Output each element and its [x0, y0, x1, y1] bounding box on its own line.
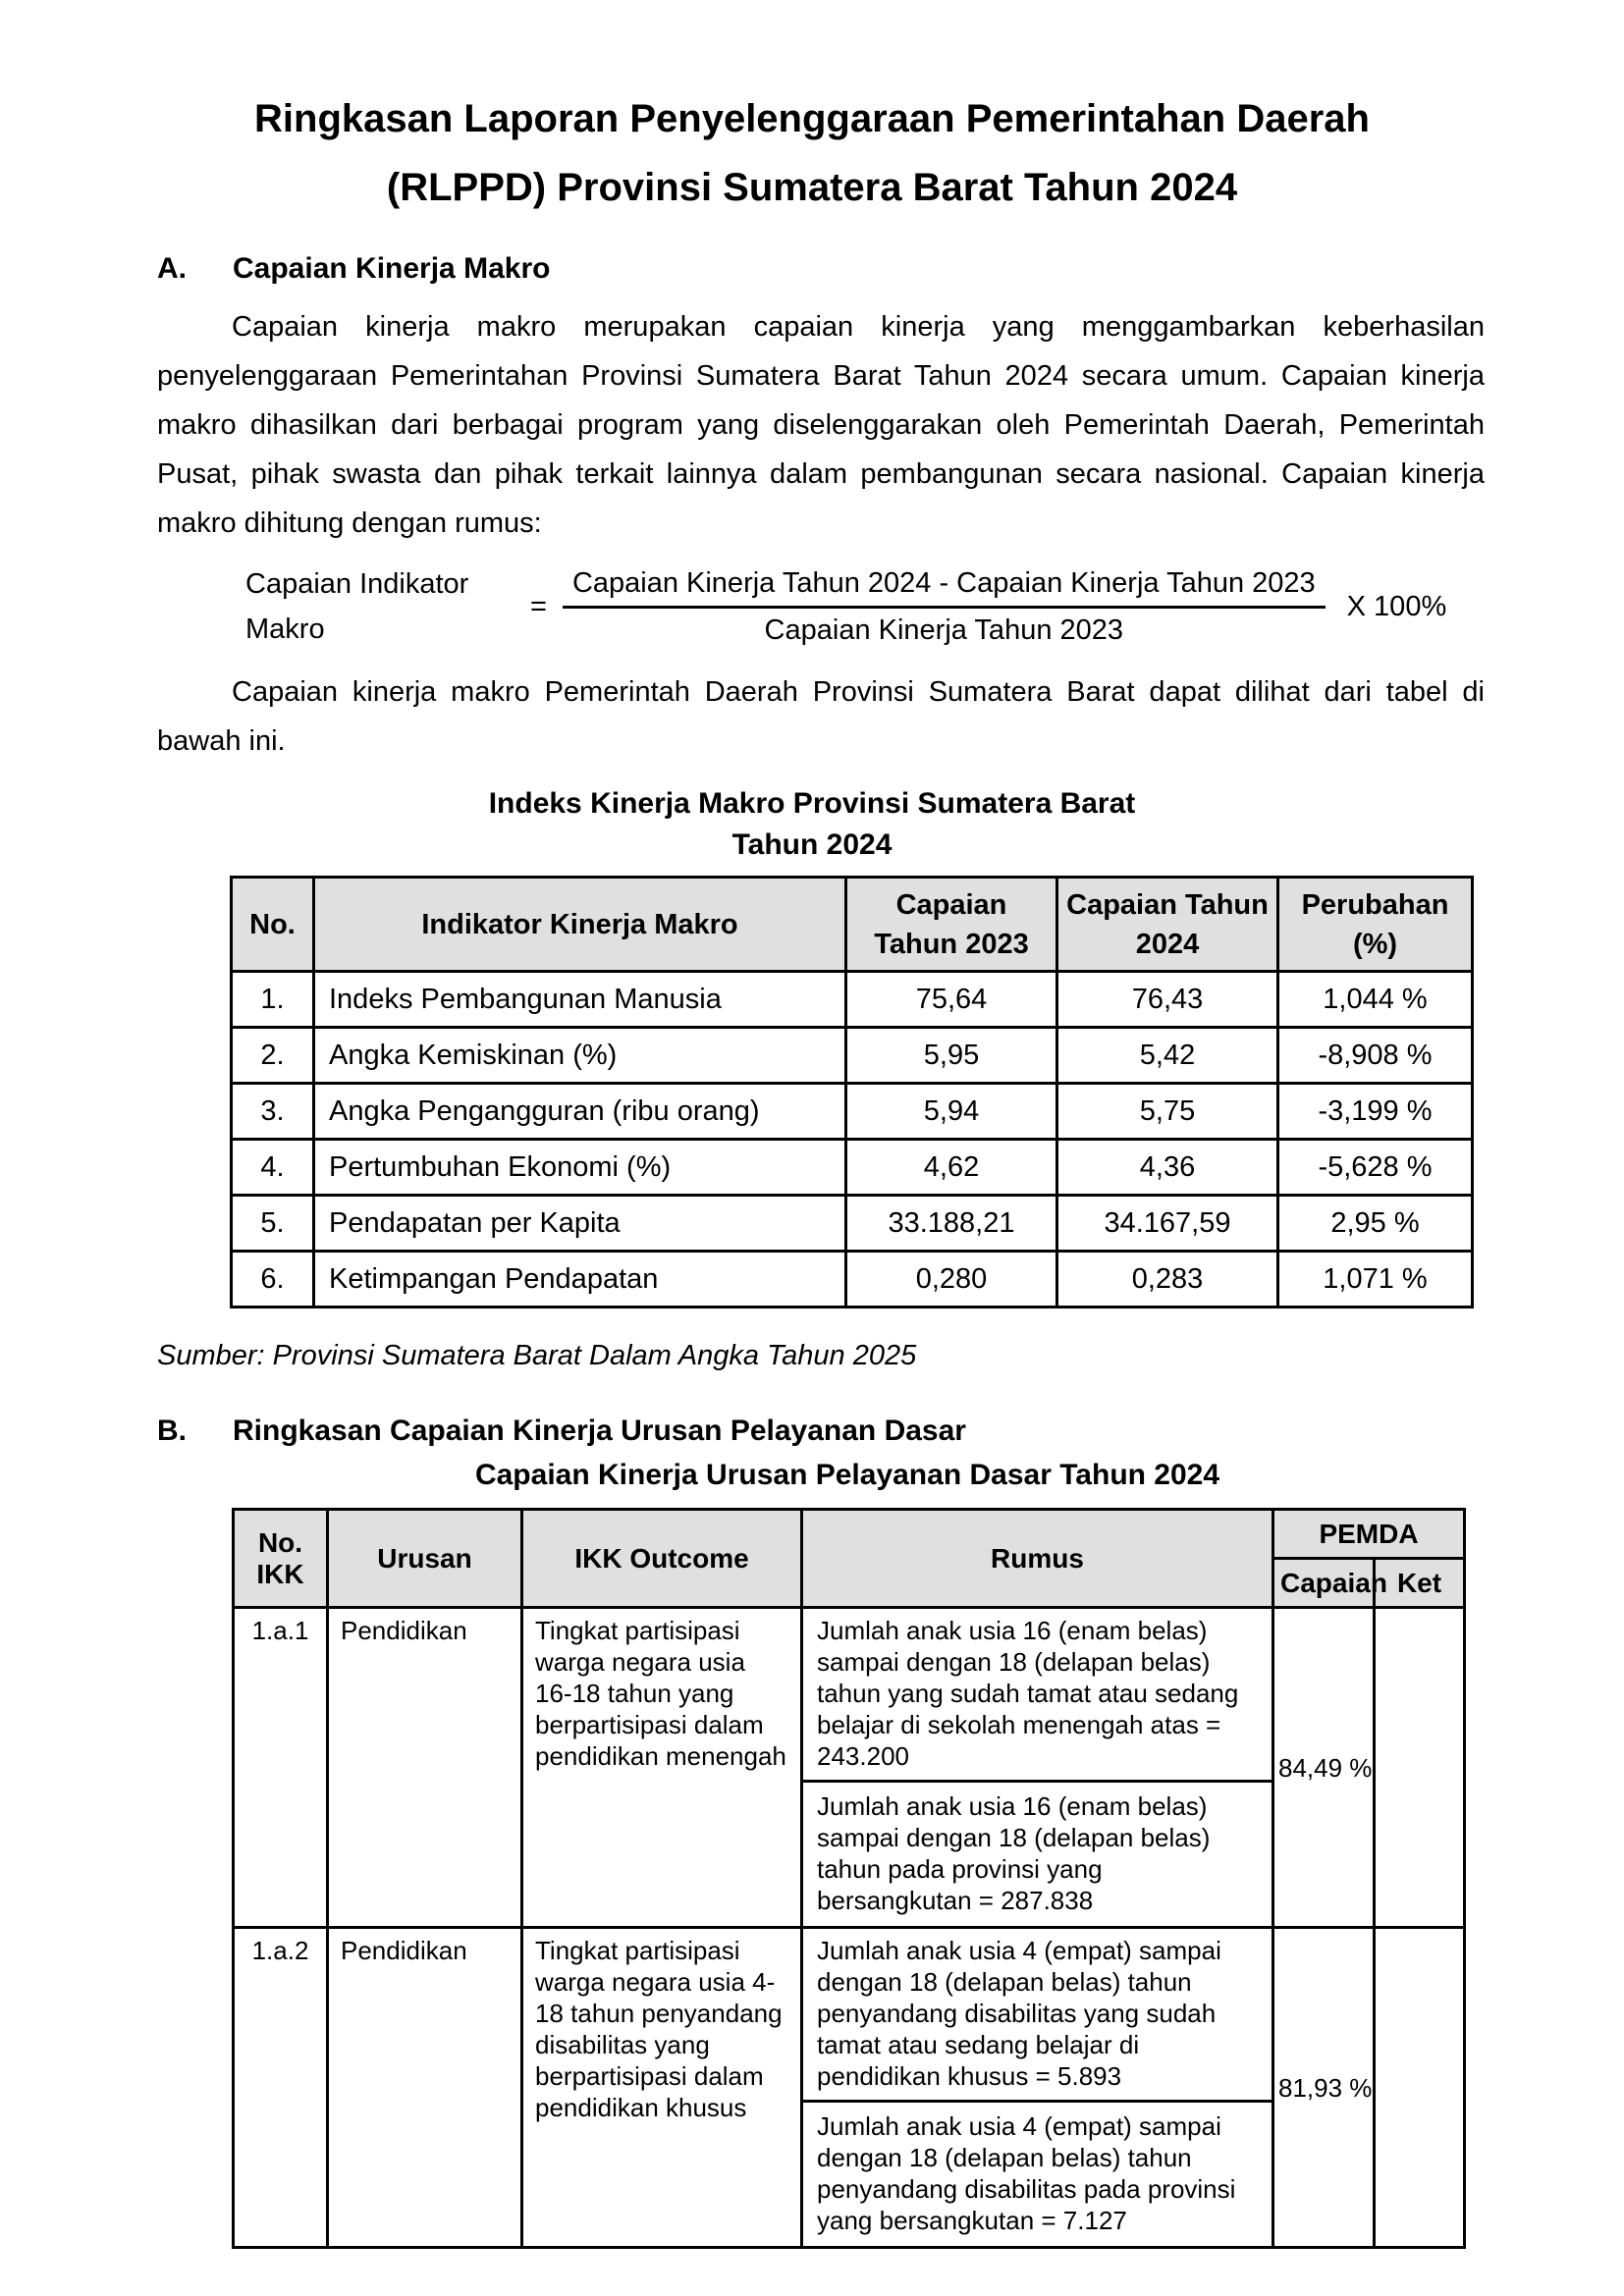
section-a-heading: Capaian Kinerja Makro: [233, 252, 551, 285]
table-row: [232, 1084, 1473, 1140]
table-row: [234, 1928, 1465, 2248]
column-header-indikator: Indikator Kinerja Makro: [314, 878, 846, 972]
cell-no: 6.: [232, 1252, 314, 1308]
cell-capaian-2023: 4,62: [846, 1140, 1057, 1196]
cell-no: 2.: [232, 1028, 314, 1084]
cell-no: 3.: [232, 1084, 314, 1140]
cell-perubahan: 1,044 %: [1278, 972, 1473, 1028]
cell-rumus: [802, 1608, 1273, 1928]
makro-table: [230, 876, 1474, 1308]
equals-sign: =: [530, 590, 547, 622]
table-row: [232, 972, 1473, 1028]
cell-ket: [1375, 1928, 1465, 2248]
cell-capaian-2024: 5,42: [1057, 1028, 1278, 1084]
column-header-no-ikk: No. IKK: [234, 1510, 328, 1608]
rumus-numerator: Jumlah anak usia 16 (enam belas) sampai dengan 18 (delapan belas) tahun yang sudah tamat atau sedang belajar di sekolah menengah atas = 243.200: [803, 1609, 1272, 1783]
column-header-capaian: Capaian: [1273, 1559, 1375, 1608]
cell-capaian-2024: 0,283: [1057, 1252, 1278, 1308]
column-header-capaian-2024: Capaian Tahun 2024: [1057, 878, 1278, 972]
cell-capaian-2024: 5,75: [1057, 1084, 1278, 1140]
fraction-numerator: Capaian Kinerja Tahun 2024 - Capaian Kinerja Tahun 2023: [563, 567, 1326, 609]
cell-ikk-outcome: Tingkat partisipasi warga negara usia 4-18 tahun penyandang disabilitas yang berpartisipasi dalam pendidikan khusus: [522, 1928, 802, 2248]
cell-perubahan: 1,071 %: [1278, 1252, 1473, 1308]
column-header-no: No.: [232, 878, 314, 972]
table2-title: Capaian Kinerja Urusan Pelayanan Dasar Tahun 2024: [474, 1459, 1220, 1491]
formula-label: [245, 561, 476, 652]
table-row: [232, 1196, 1473, 1252]
cell-capaian: 84,49 %: [1273, 1608, 1375, 1928]
column-header-pemda: PEMDA: [1273, 1510, 1465, 1559]
formula-label-line1: Capaian Indikator: [245, 568, 469, 600]
column-header-rumus: Rumus: [802, 1510, 1273, 1608]
section-a-label: A.: [157, 252, 187, 285]
cell-capaian-2023: 5,95: [846, 1028, 1057, 1084]
cell-capaian-2023: 75,64: [846, 972, 1057, 1028]
cell-ket: [1375, 1608, 1465, 1928]
cell-indikator: Indeks Pembangunan Manusia: [314, 972, 846, 1028]
cell-no: 1.: [232, 972, 314, 1028]
paragraph-table-reference: Capaian kinerja makro Pemerintah Daerah Provinsi Sumatera Barat dapat dilihat dari tabel di bawah ini.: [157, 676, 1485, 757]
paragraph-capaian-makro: Capaian kinerja makro merupakan capaian kinerja yang menggambarkan keberhasilan penyelenggaraan Pemerintahan Provinsi Sumatera Barat Tahun 2024 secara umum. Capaian kinerja makro dihasilkan dari berbagai program yang diselenggarakan oleh Pemerintah Daerah, Pemerintah Pusat, pihak swasta dan pihak terkait lainnya dalam pembangunan secara nasional. Capaian kinerja makro dihitung dengan rumus:: [157, 311, 1485, 539]
cell-urusan: Pendidikan: [328, 1928, 522, 2248]
formula-label-line2: Makro: [245, 614, 325, 645]
cell-capaian-2024: 76,43: [1057, 972, 1278, 1028]
cell-capaian-2023: 5,94: [846, 1084, 1057, 1140]
cell-capaian-2023: 33.188,21: [846, 1196, 1057, 1252]
cell-capaian-2024: 4,36: [1057, 1140, 1278, 1196]
ikk-table-header-row-1: [234, 1510, 1465, 1559]
document-title-line1: Ringkasan Laporan Penyelenggaraan Pemerintahan Daerah: [254, 97, 1370, 140]
table-row: [232, 1028, 1473, 1084]
cell-perubahan: -8,908 %: [1278, 1028, 1473, 1084]
cell-urusan: Pendidikan: [328, 1608, 522, 1928]
cell-capaian-2023: 0,280: [846, 1252, 1057, 1308]
fraction-denominator: Capaian Kinerja Tahun 2023: [764, 614, 1124, 646]
formula-capaian-indikator-makro: [245, 561, 1624, 652]
section-b-heading-row: [157, 1414, 1624, 1449]
document-title-line2: (RLPPD) Provinsi Sumatera Barat Tahun 2024: [386, 166, 1238, 209]
cell-perubahan: 2,95 %: [1278, 1196, 1473, 1252]
cell-rumus: [802, 1928, 1273, 2248]
rumus-denominator: Jumlah anak usia 16 (enam belas) sampai dengan 18 (delapan belas) tahun pada provinsi yang bersangkutan = 287.838: [817, 1791, 1211, 1915]
document-title: [0, 0, 1624, 222]
rumus-denominator: Jumlah anak usia 4 (empat) sampai dengan 18 (delapan belas) tahun penyandang disabilitas pada provinsi yang bersangkutan = 7.127: [817, 2111, 1236, 2235]
fraction: [563, 567, 1326, 647]
cell-no-ikk: 1.a.1: [234, 1608, 328, 1928]
table1-title-line1: Indeks Kinerja Makro Provinsi Sumatera Barat: [488, 787, 1136, 820]
section-b-heading: Ringkasan Capaian Kinerja Urusan Pelayanan Dasar: [233, 1415, 966, 1447]
formula-multiplier: X 100%: [1346, 590, 1447, 622]
makro-table-header-row: [232, 878, 1473, 972]
cell-perubahan: -5,628 %: [1278, 1140, 1473, 1196]
cell-indikator: Ketimpangan Pendapatan: [314, 1252, 846, 1308]
ikk-table: [232, 1508, 1466, 2249]
table1-title-line2: Tahun 2024: [731, 828, 893, 861]
rumus-numerator: Jumlah anak usia 4 (empat) sampai dengan 18 (delapan belas) tahun penyandang disabilitas yang sudah tamat atau sedang belajar di pendidikan khusus = 5.893: [803, 1929, 1272, 2103]
column-header-perubahan: Perubahan (%): [1278, 878, 1473, 972]
cell-ikk-outcome: Tingkat partisipasi warga negara usia 16-18 tahun yang berpartisipasi dalam pendidikan menengah: [522, 1608, 802, 1928]
source-note: Sumber: Provinsi Sumatera Barat Dalam Angka Tahun 2025: [157, 1340, 917, 1371]
cell-no-ikk: 1.a.2: [234, 1928, 328, 2248]
cell-indikator: Angka Kemiskinan (%): [314, 1028, 846, 1084]
section-a-heading-row: [157, 251, 1624, 287]
column-header-capaian-2023: Capaian Tahun 2023: [846, 878, 1057, 972]
cell-no: 5.: [232, 1196, 314, 1252]
cell-indikator: Angka Pengangguran (ribu orang): [314, 1084, 846, 1140]
cell-capaian-2024: 34.167,59: [1057, 1196, 1278, 1252]
cell-perubahan: -3,199 %: [1278, 1084, 1473, 1140]
table-row: [232, 1140, 1473, 1196]
column-header-ket: Ket: [1375, 1559, 1465, 1608]
table1-title: [0, 783, 1624, 866]
cell-indikator: Pendapatan per Kapita: [314, 1196, 846, 1252]
table-row: [232, 1252, 1473, 1308]
cell-capaian: 81,93 %: [1273, 1928, 1375, 2248]
cell-no: 4.: [232, 1140, 314, 1196]
section-b-label: B.: [157, 1415, 187, 1447]
table-row: [234, 1608, 1465, 1928]
column-header-urusan: Urusan: [328, 1510, 522, 1608]
cell-indikator: Pertumbuhan Ekonomi (%): [314, 1140, 846, 1196]
column-header-ikk-outcome: IKK Outcome: [522, 1510, 802, 1608]
